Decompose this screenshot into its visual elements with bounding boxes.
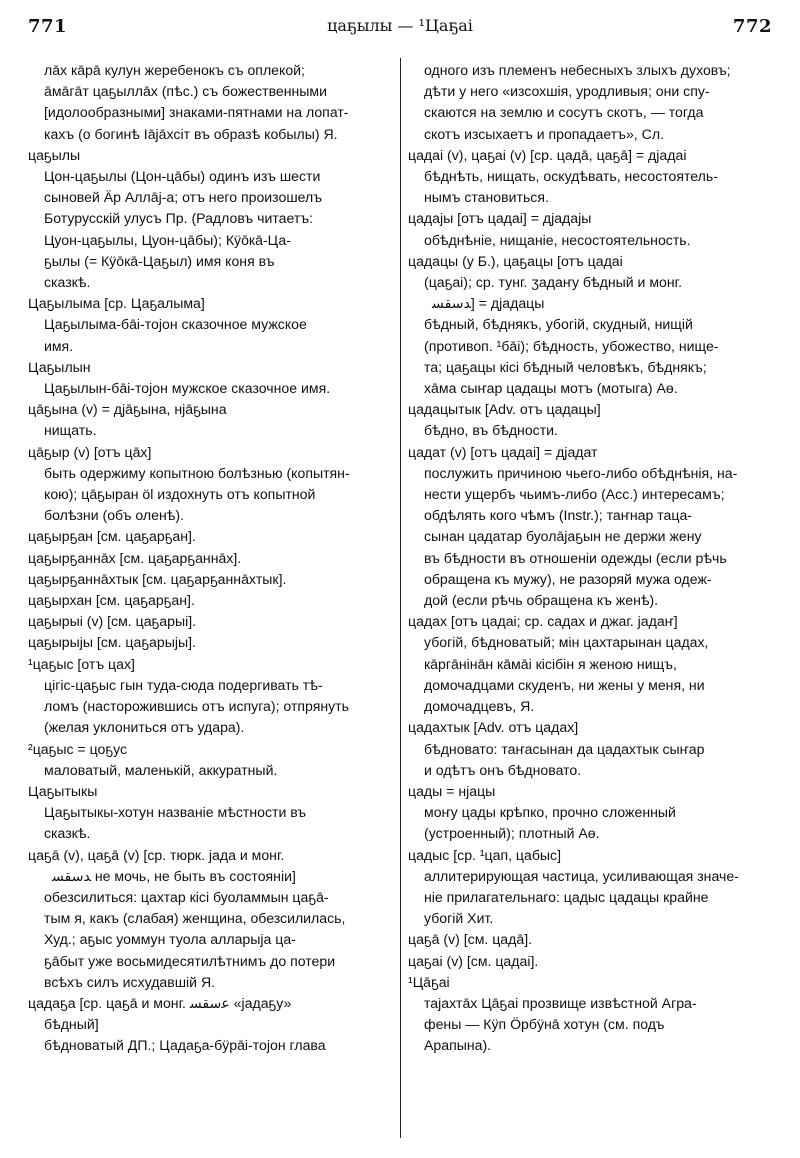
text-line: кахъ (о богинѣ Іāјāхсіт въ образѣ кобылы) Я. bbox=[44, 125, 338, 142]
text-line: (противоп. ¹бāі); бѣдность, убожество, нище- bbox=[424, 337, 719, 354]
text-line: сказкѣ. bbox=[44, 825, 91, 842]
headword: цады = нјацы bbox=[408, 782, 496, 799]
text-line: кāргāнінāн кāмāі кісібін я женою нищъ, bbox=[424, 655, 677, 672]
text-line: лāх кāрā кулун жеребенокъ съ оплекой; bbox=[44, 62, 305, 78]
text-line: сыновей Ӓр Аллāј-а; отъ него произошелъ bbox=[44, 189, 323, 206]
text-line: Цаҕытыкы-хотун названіе мѣстности въ bbox=[44, 804, 307, 821]
headword: ¹цаҕыс [отъ цах] bbox=[28, 655, 135, 672]
headword: цадах [отъ цадаі; ср. садах и джаг. јадаҥ] bbox=[408, 613, 678, 630]
headword: цāҕыр (v) [отъ цāх] bbox=[28, 443, 152, 460]
running-title: цаҕылы — ¹Цаҕаі bbox=[327, 16, 473, 35]
text-line: болѣзни (объ оленѣ). bbox=[44, 507, 184, 524]
text-line: тајахтāх Цāҕаі прозвище извѣстной Агра- bbox=[424, 994, 697, 1011]
text-line: убогій, бѣдноватый; мін цахтарынан цадах, bbox=[424, 634, 709, 651]
text-line: [идолообразными] знаками-пятнами на лопат- bbox=[44, 104, 349, 121]
headword: цаҕā (v), цаҕā (v) [ср. тюрк. јада и монг. bbox=[28, 846, 285, 863]
text-line: дѣти у него «изсохшія, уродливыя; они спу- bbox=[424, 83, 710, 100]
headword: Цаҕылыма [ср. Цаҕалыма] bbox=[28, 295, 205, 312]
text-line: ҕāбыт уже восьмидесятилѣтнимъ до потери bbox=[44, 952, 336, 969]
text-line: та; цаҕацы кісі бѣдный человѣкъ, бѣднякъ; bbox=[424, 358, 707, 375]
text-line: бѣдно, въ бѣдности. bbox=[424, 422, 558, 439]
headword: цаҕырыјы [см. цаҕарыјы]. bbox=[28, 634, 196, 651]
text-line: сказкѣ. bbox=[44, 274, 91, 291]
text-line: убогій Хит. bbox=[424, 910, 494, 927]
text-line: нести ущербъ чьимъ-либо (Acc.) интересамъ; bbox=[424, 486, 725, 503]
headword: цадат (v) [отъ цадаі] = дјадат bbox=[408, 443, 598, 460]
text-line: бѣдный] bbox=[44, 1016, 99, 1033]
headword: цаҕырҕан [см. цаҕарҕан]. bbox=[28, 528, 196, 545]
text-line: нищать. bbox=[44, 422, 97, 439]
text-line: ҕылы (= Кӱōкā-Цаҕыл) имя коня въ bbox=[44, 252, 275, 269]
headword: Цаҕылын bbox=[28, 358, 91, 375]
headword: цаҕырыі (v) [см. цаҕарыі]. bbox=[28, 613, 197, 630]
text-line: (цаҕаі); ср. тунг. ӡадаҥу бѣдный и монг. bbox=[424, 274, 682, 291]
headword: цадаі (v), цаҕаі (v) [ср. цадā, цаҕā] = дјадаі bbox=[408, 146, 687, 163]
headword: цадахтык [Adv. отъ цадах] bbox=[408, 719, 579, 736]
page-header bbox=[0, 8, 800, 48]
text-line: моҥу цады крѣпко, прочно сложенный bbox=[424, 804, 676, 821]
headword: ²цаҕыс = цоҕус bbox=[28, 740, 128, 757]
headword: цадыс [ср. ¹цап, цабыс] bbox=[408, 846, 562, 863]
text-line: маловатый, маленькій, аккуратный. bbox=[44, 761, 278, 778]
left-column bbox=[28, 60, 392, 1057]
headword: цадацы (у Б.), цаҕацы [отъ цадаі bbox=[408, 252, 623, 269]
text-line: скаются на землю и сосутъ скотъ, — тогда bbox=[424, 104, 704, 121]
text-line: ﺪﺳﻘﺴ не мочь, не быть въ состояніи] bbox=[52, 867, 296, 884]
text-line: (устроенный); плотный Аө. bbox=[424, 825, 600, 842]
text-line: одного изъ племенъ небесныхъ злыхъ духовъ; bbox=[424, 62, 731, 78]
headword: цадајы [отъ цадаі] = дјадајы bbox=[408, 210, 592, 227]
text-line: Арапына). bbox=[424, 1037, 492, 1054]
text-line: кою); цāҕыран öl издохнуть отъ копытной bbox=[44, 486, 316, 503]
text-line: всѣхъ силъ исхудавшій Я. bbox=[44, 973, 216, 990]
text-line: обезсилиться: цахтар кісі буоламмын цаҕā- bbox=[44, 888, 329, 905]
text-line: Цаҕылын-бāі-тојон мужское сказочное имя. bbox=[44, 380, 331, 397]
headword: цадаҕа [ср. цаҕā и монг. ﻋﺳﻘﺴ «јадаҕу» bbox=[28, 994, 292, 1011]
headword: цаҕā (v) [см. цадā]. bbox=[408, 931, 533, 948]
text-line: хāма сыҥар цадацы мотъ (мотыга) Аө. bbox=[424, 380, 678, 397]
headword: цāҕына (v) = дјāҕына, нјāҕына bbox=[28, 401, 227, 418]
headword: цаҕырҕаннāх [см. цаҕарҕаннāх]. bbox=[28, 549, 242, 566]
text-line: домочадцевъ, Я. bbox=[424, 698, 535, 715]
headword: цаҕаі (v) [см. цадаі]. bbox=[408, 952, 539, 969]
text-line: обращена къ мужу), не разоряй мужа одеж- bbox=[424, 570, 712, 587]
text-line: фены — Кӱп Öрбӱнā хотун (см. подъ bbox=[424, 1016, 665, 1033]
text-line: Цон-цаҕылы (Цон-цāбы) одинъ изъ шести bbox=[44, 168, 321, 185]
text-line: быть одержиму копытною болѣзнью (копытян- bbox=[44, 464, 350, 481]
text-line: обдѣлять кого чѣмъ (Instr.); таҥнар таца- bbox=[424, 507, 692, 524]
text-line: Худ.; аҕыс уоммун туола алларыја ца- bbox=[44, 931, 296, 948]
text-line: домочадцами скуденъ, ни жены у меня, ни bbox=[424, 676, 705, 693]
text-line: въ бѣдности въ отношеніи одежды (если рѣчь bbox=[424, 549, 727, 566]
headword: цаҕылы bbox=[28, 146, 81, 163]
text-line: послужить причиною чьего-либо обѣднѣнія, на- bbox=[424, 464, 738, 481]
text-line: (желая уклониться отъ удара). bbox=[44, 719, 245, 736]
headword: Цаҕытыкы bbox=[28, 782, 98, 799]
text-line: имя. bbox=[44, 337, 74, 354]
text-line: ломъ (насторожившись отъ испуга); отпрянуть bbox=[44, 698, 349, 715]
text-line: скотъ изсыхаетъ и пропадаетъ», Сл. bbox=[424, 125, 664, 142]
text-line: цігіс-цаҕыс гын туда-сюда подергивать тѣ- bbox=[44, 676, 323, 693]
text-line: нымъ становиться. bbox=[424, 189, 549, 206]
text-line: ніе прилагательнаго: цадыс цадацы крайне bbox=[424, 888, 709, 905]
headword: ¹Цāҕаі bbox=[408, 973, 450, 990]
headword: цаҕырхан [см. цаҕарҕан]. bbox=[28, 592, 195, 609]
text-line: бѣднѣть, нищать, оскудѣвать, несостоятель- bbox=[424, 168, 718, 185]
text-line: Цуон-цаҕылы, Цуон-цāбы); Кӱōкā-Ца- bbox=[44, 231, 291, 248]
text-line: бѣдный, бѣднякъ, убогій, скудный, нищій bbox=[424, 316, 693, 333]
text-line: āмāгāт цаҕыллāх (пѣс.) съ божественными bbox=[44, 83, 327, 100]
text-line: сынан цадатар буолāјаҕын не держи жену bbox=[424, 528, 702, 545]
text-line: ﺪﺳﻘﺴ] = дјадацы bbox=[432, 295, 545, 312]
headword: цаҕырҕаннāхтык [см. цаҕарҕаннāхтык]. bbox=[28, 570, 287, 587]
headword: цадацытык [Adv. отъ цадацы] bbox=[408, 401, 601, 418]
text-line: бѣдновато: таҥасынан да цадахтык сыҥар bbox=[424, 740, 705, 757]
text-line: дой (если рѣчь обращена къ женѣ). bbox=[424, 592, 659, 609]
page-number-left: 771 bbox=[28, 16, 68, 37]
text-line: Ботурусскій улусъ Пр. (Радловъ читаетъ: bbox=[44, 210, 313, 227]
page-number-right: 772 bbox=[732, 16, 772, 37]
text-line: обѣднѣніе, нищаніе, несостоятельность. bbox=[424, 231, 691, 248]
text-line: тым я, какъ (слабая) женщина, обезсилилась, bbox=[44, 910, 346, 927]
column-divider bbox=[400, 58, 401, 1138]
right-column bbox=[408, 60, 764, 1057]
text-line: Цаҕылыма-бāі-тојон сказочное мужское bbox=[44, 316, 307, 333]
text-line: аллитерирующая частица, усиливающая значе- bbox=[424, 867, 739, 884]
text-line: бѣдноватый ДП.; Цадаҕа-бӱрāі-тојон глава bbox=[44, 1037, 326, 1054]
text-line: и одѣтъ онъ бѣдновато. bbox=[424, 761, 582, 778]
